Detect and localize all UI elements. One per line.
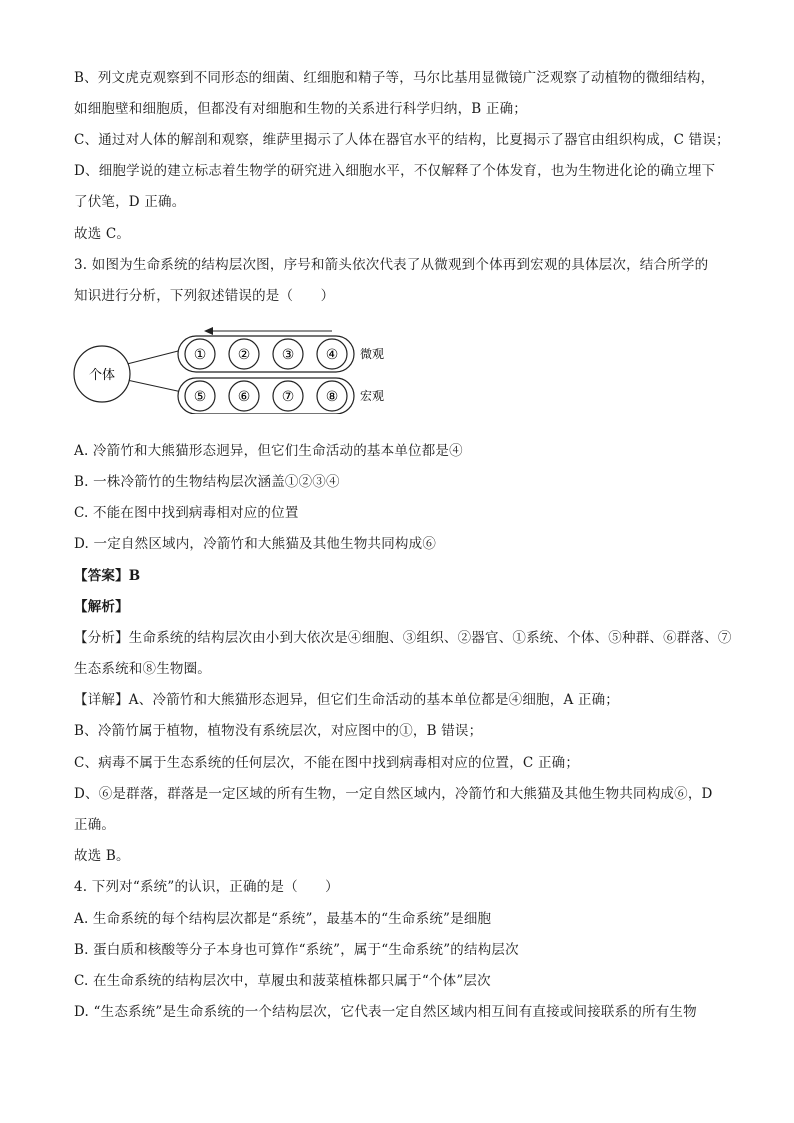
macro-label: 宏观 [360,389,385,403]
text-line: D、细胞学说的建立标志着生物学的研究进入细胞水平，不仅解释了个体发育，也为生物进化论的确立埋下 [74,163,716,179]
option-d: D. 一定自然区域内，冷箭竹和大熊猫及其他生物共同构成⑥ [74,536,437,552]
text-line: C、病毒不属于生态系统的任何层次，不能在图中找到病毒相对应的位置，C 正确； [74,755,580,771]
text-line: 【分析】生命系统的结构层次由小到大依次是④细胞、③组织、②器官、①系统、个体、⑤种群、⑥群落、⑦ [74,630,732,646]
option-d: D. “生态系统”是生命系统的一个结构层次，它代表一定自然区域内相互间有直接或间接联系的所有生物 [74,1004,697,1020]
arrow-head-left-icon [204,327,213,335]
life-system-diagram [70,322,400,414]
level-number: ④ [325,347,339,363]
individual-label: 个体 [88,368,116,383]
text-line: 【详解】A、冷箭竹和大熊猫形态迥异，但它们生命活动的基本单位都是④细胞，A 正确； [74,692,619,708]
text-line: 故选 C。 [74,226,131,242]
text-line: D、⑥是群落，群落是一定区域的所有生物，一定自然区域内，冷箭竹和大熊猫及其他生物共同构成⑥，D [74,786,713,802]
question-3-stem: 3. 如图为生命系统的结构层次图，序号和箭头依次代表了从微观到个体再到宏观的具体层次，结合所学的 [74,257,709,273]
level-number: ⑦ [281,389,295,405]
connector-line [127,350,182,364]
text-line: 如细胞壁和细胞质，但都没有对细胞和生物的关系进行科学归纳，B 正确； [74,101,528,117]
level-number: ⑥ [237,389,251,405]
analysis-heading: 【解析】 [74,599,129,615]
answer-heading: 【答案】B [74,568,141,584]
text-line: 正确。 [74,817,116,833]
level-number: ⑧ [325,389,339,405]
option-b: B. 一株冷箭竹的生物结构层次涵盖①②③④ [74,474,340,490]
level-number: ① [193,347,207,363]
text-line: 生态系统和⑧生物圈。 [74,661,211,677]
text-line: B、列文虎克观察到不同形态的细菌、红细胞和精子等，马尔比基用显微镜广泛观察了动植物的微细结构， [74,70,715,86]
option-b: B. 蛋白质和核酸等分子本身也可算作“系统”，属于“生命系统”的结构层次 [74,942,519,958]
question-3-stem: 知识进行分析，下列叙述错误的是（ ） [74,288,335,304]
question-4-stem: 4. 下列对“系统”的认识，正确的是（ ） [74,879,339,895]
level-number: ③ [281,347,295,363]
text-line: B、冷箭竹属于植物，植物没有系统层次，对应图中的①，B 错误； [74,723,483,739]
micro-label: 微观 [360,347,385,361]
option-c: C. 不能在图中找到病毒相对应的位置 [74,505,299,521]
text-line: 了伏笔，D 正确。 [74,194,186,210]
level-number: ⑤ [193,389,207,405]
option-c: C. 在生命系统的结构层次中，草履虫和菠菜植株都只属于“个体”层次 [74,973,491,989]
connector-line [127,380,182,392]
option-a: A. 生命系统的每个结构层次都是“系统”，最基本的“生命系统”是细胞 [74,911,492,927]
level-number: ② [237,347,251,363]
text-line: 故选 B。 [74,848,130,864]
text-line: C、通过对人体的解剖和观察，维萨里揭示了人体在器官水平的结构，比夏揭示了器官由组织构成，C 错误； [74,132,730,148]
option-a: A. 冷箭竹和大熊猫形态迥异，但它们生命活动的基本单位都是④ [74,443,463,459]
